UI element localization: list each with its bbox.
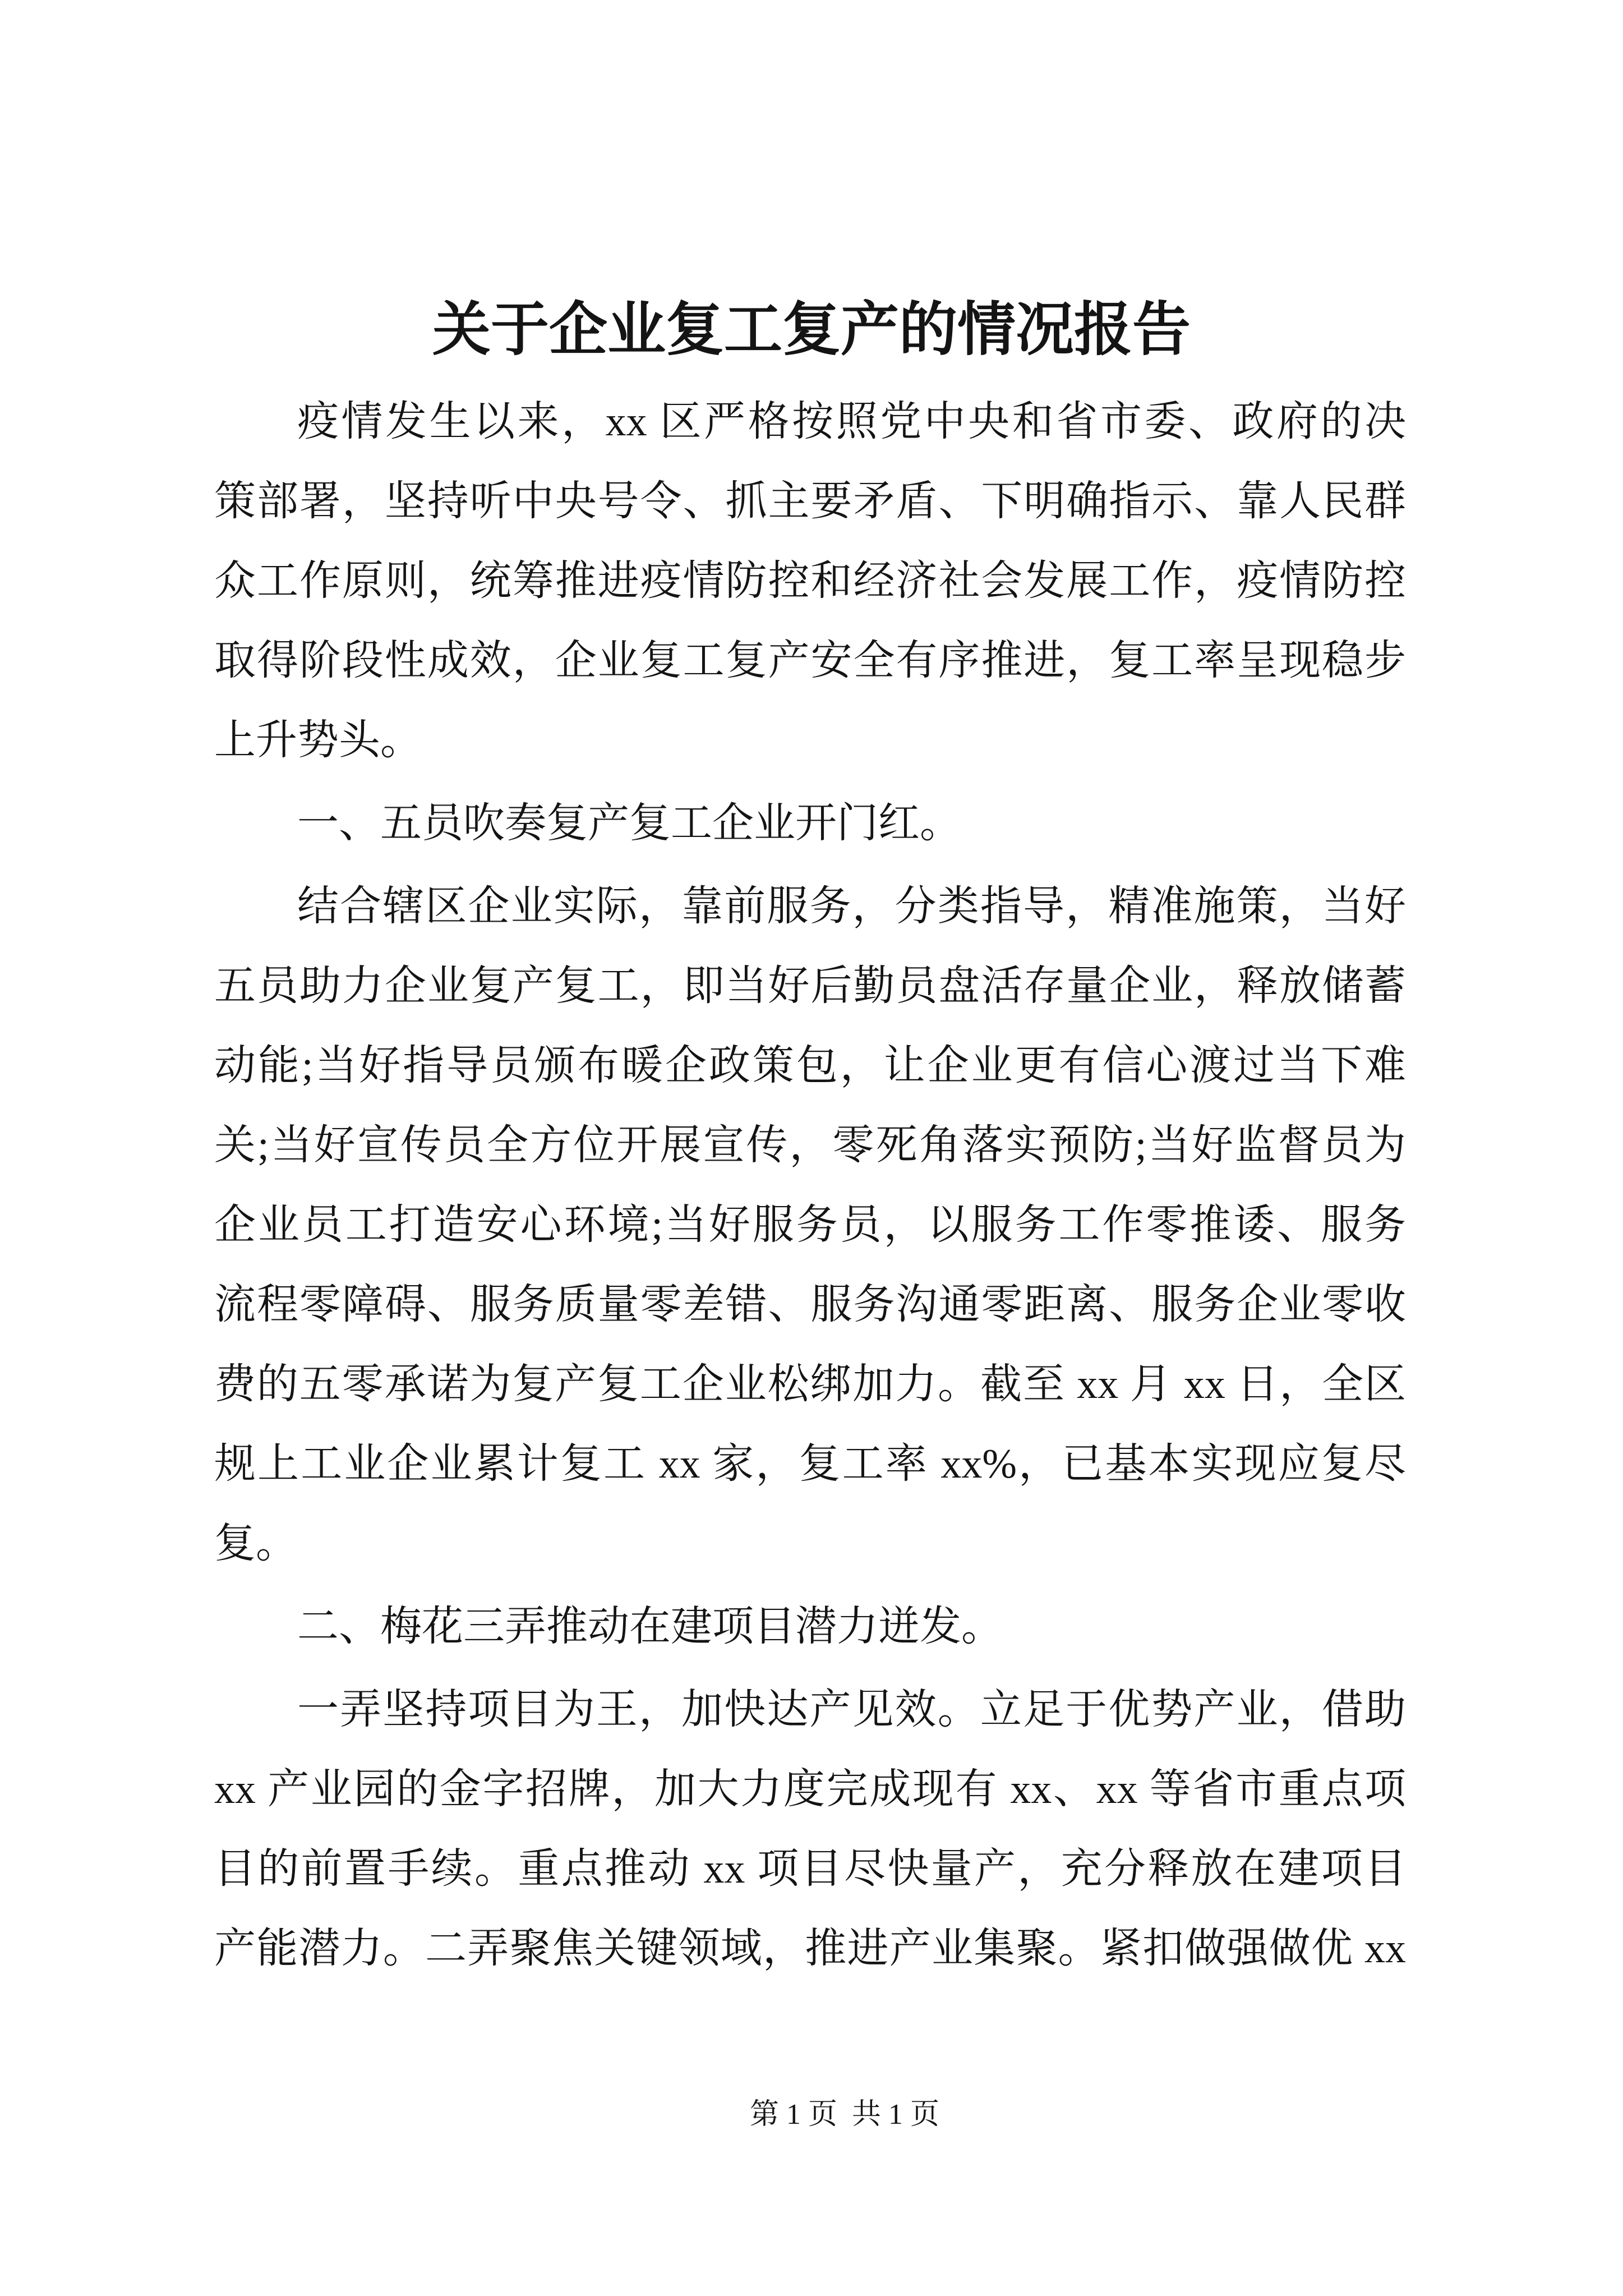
paragraph-section-2 bbox=[214, 1670, 1406, 1989]
text-line: 企业员工打造安心环境;当好服务员，以服务工作零推诿、服务 bbox=[214, 1202, 1406, 1248]
document-title: 关于企业复工复产的情况报告 bbox=[432, 298, 1191, 362]
text-line: 结合辖区企业实际，靠前服务，分类指导，精准施策，当好 bbox=[297, 884, 1406, 930]
section-heading: 二、梅花三弄推动在建项目潜力迸发。 bbox=[297, 1604, 1003, 1650]
text-line: 上升势头。 bbox=[214, 717, 422, 763]
text-line: 取得阶段性成效，企业复工复产安全有序推进，复工率呈现稳步 bbox=[214, 638, 1406, 684]
paragraph-section-1 bbox=[214, 867, 1406, 1584]
text-line: 五员助力企业复产复工，即当好后勤员盘活存量企业，释放储蓄 bbox=[214, 963, 1406, 1009]
document-body bbox=[214, 382, 1406, 1989]
text-line: 规上工业企业累计复工 xx 家，复工率 xx%，已基本实现应复尽 bbox=[214, 1441, 1406, 1487]
text-line: 费的五零承诺为复产复工企业松绑加力。截至 xx 月 xx 日，全区 bbox=[214, 1361, 1406, 1407]
text-line: 动能;当好指导员颁布暖企政策包，让企业更有信心渡过当下难 bbox=[214, 1043, 1406, 1089]
section-heading-1 bbox=[214, 784, 1406, 863]
section-heading: 一、五员吹奏复产复工企业开门红。 bbox=[297, 800, 961, 846]
text-line: 目的前置手续。重点推动 xx 项目尽快量产，充分释放在建项目 bbox=[214, 1846, 1406, 1892]
text-line: 疫情发生以来，xx 区严格按照党中央和省市委、政府的决 bbox=[297, 399, 1406, 445]
text-line: 策部署，坚持听中央号令、抓主要矛盾、下明确指示、靠人民群 bbox=[214, 478, 1406, 524]
text-line: 关;当好宣传员全方位开展宣传，零死角落实预防;当好监督员为 bbox=[214, 1122, 1406, 1168]
text-line: 流程零障碍、服务质量零差错、服务沟通零距离、服务企业零收 bbox=[214, 1282, 1406, 1328]
paragraph-intro bbox=[214, 382, 1406, 780]
text-line: 复。 bbox=[214, 1521, 297, 1567]
text-line: 产能潜力。二弄聚焦关键领域，推进产业集聚。紧扣做强做优 xx bbox=[214, 1926, 1406, 1972]
section-heading-2 bbox=[214, 1587, 1406, 1667]
text-line: 一弄坚持项目为王，加快达产见效。立足于优势产业，借助 bbox=[297, 1687, 1406, 1733]
page-number-footer: 第 1 页 共 1 页 bbox=[749, 2099, 939, 2131]
text-line: xx 产业园的金字招牌，加大力度完成现有 xx、xx 等省市重点项 bbox=[214, 1766, 1406, 1812]
text-line: 众工作原则，统筹推进疫情防控和经济社会发展工作，疫情防控 bbox=[214, 558, 1406, 604]
